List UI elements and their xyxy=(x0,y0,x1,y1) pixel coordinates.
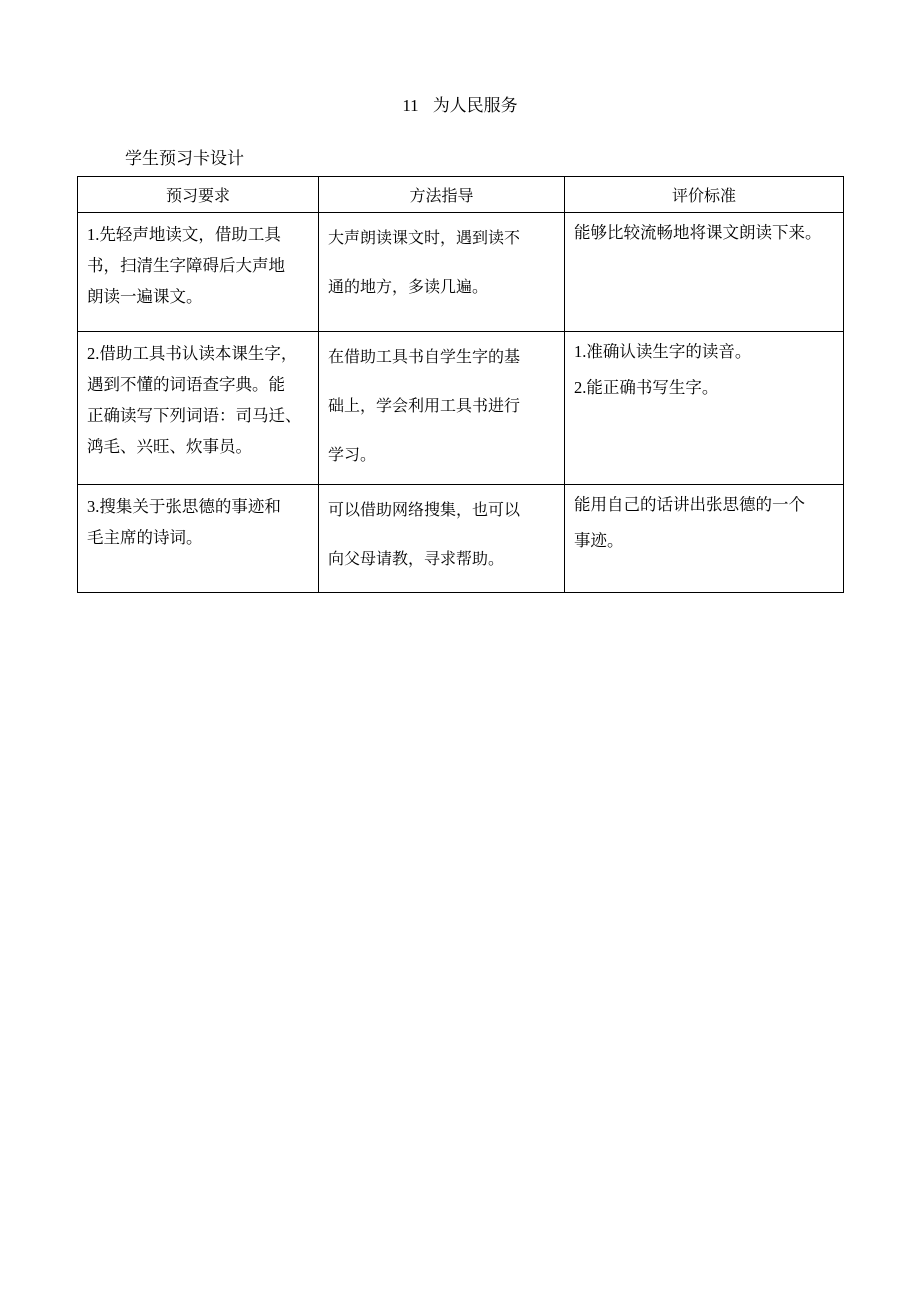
header-evaluation: 评价标准 xyxy=(565,177,844,213)
cell-line: 在借助工具书自学生字的基 xyxy=(328,347,521,366)
cell-line: 能够比较流畅地将课文朗读下来。 xyxy=(574,223,822,242)
evaluation-cell xyxy=(565,213,844,332)
cell-line: 2.借助工具书认读本课生字， xyxy=(87,344,298,363)
guidance-cell xyxy=(319,332,565,485)
preview-card-table xyxy=(77,176,844,593)
cell-line: 鸿毛、兴旺、炊事员。 xyxy=(87,437,252,456)
cell-line: 正确读写下列词语：司马迁、 xyxy=(87,406,302,425)
requirement-cell xyxy=(78,485,319,593)
cell-line: 朗读一遍课文。 xyxy=(87,287,203,306)
cell-line: 通的地方，多读几遍。 xyxy=(328,277,489,296)
table-row xyxy=(78,332,844,485)
cell-line: 向父母请教，寻求帮助。 xyxy=(328,549,505,568)
table-row xyxy=(78,485,844,593)
cell-line: 2.能正确书写生字。 xyxy=(574,378,719,397)
cell-line: 学习。 xyxy=(328,445,377,464)
lesson-title: 为人民服务 xyxy=(432,96,518,116)
table-header-row xyxy=(78,177,844,213)
guidance-cell xyxy=(319,485,565,593)
cell-line: 础上，学会利用工具书进行 xyxy=(328,396,521,415)
cell-line: 可以借助网络搜集，也可以 xyxy=(328,500,521,519)
requirement-cell xyxy=(78,332,319,485)
table-row xyxy=(78,213,844,332)
guidance-cell xyxy=(319,213,565,332)
cell-line: 1.准确认读生字的读音。 xyxy=(574,342,752,361)
cell-line: 书，扫清生字障碍后大声地 xyxy=(87,256,285,275)
header-requirement: 预习要求 xyxy=(78,177,319,213)
cell-line: 毛主席的诗词。 xyxy=(87,528,203,547)
section-title: 学生预习卡设计 xyxy=(125,149,244,169)
cell-line: 3.搜集关于张思德的事迹和 xyxy=(87,497,281,516)
lesson-title-heading xyxy=(0,93,920,119)
header-guidance: 方法指导 xyxy=(319,177,565,213)
requirement-cell xyxy=(78,213,319,332)
cell-line: 事迹。 xyxy=(574,531,624,550)
evaluation-cell xyxy=(565,485,844,593)
cell-line: 遇到不懂的词语查字典。能 xyxy=(87,375,285,394)
cell-line: 能用自己的话讲出张思德的一个 xyxy=(574,495,805,514)
lesson-number: 11 xyxy=(402,96,419,115)
cell-line: 1.先轻声地读文，借助工具 xyxy=(87,225,281,244)
cell-line: 大声朗读课文时，遇到读不 xyxy=(328,228,521,247)
evaluation-cell xyxy=(565,332,844,485)
